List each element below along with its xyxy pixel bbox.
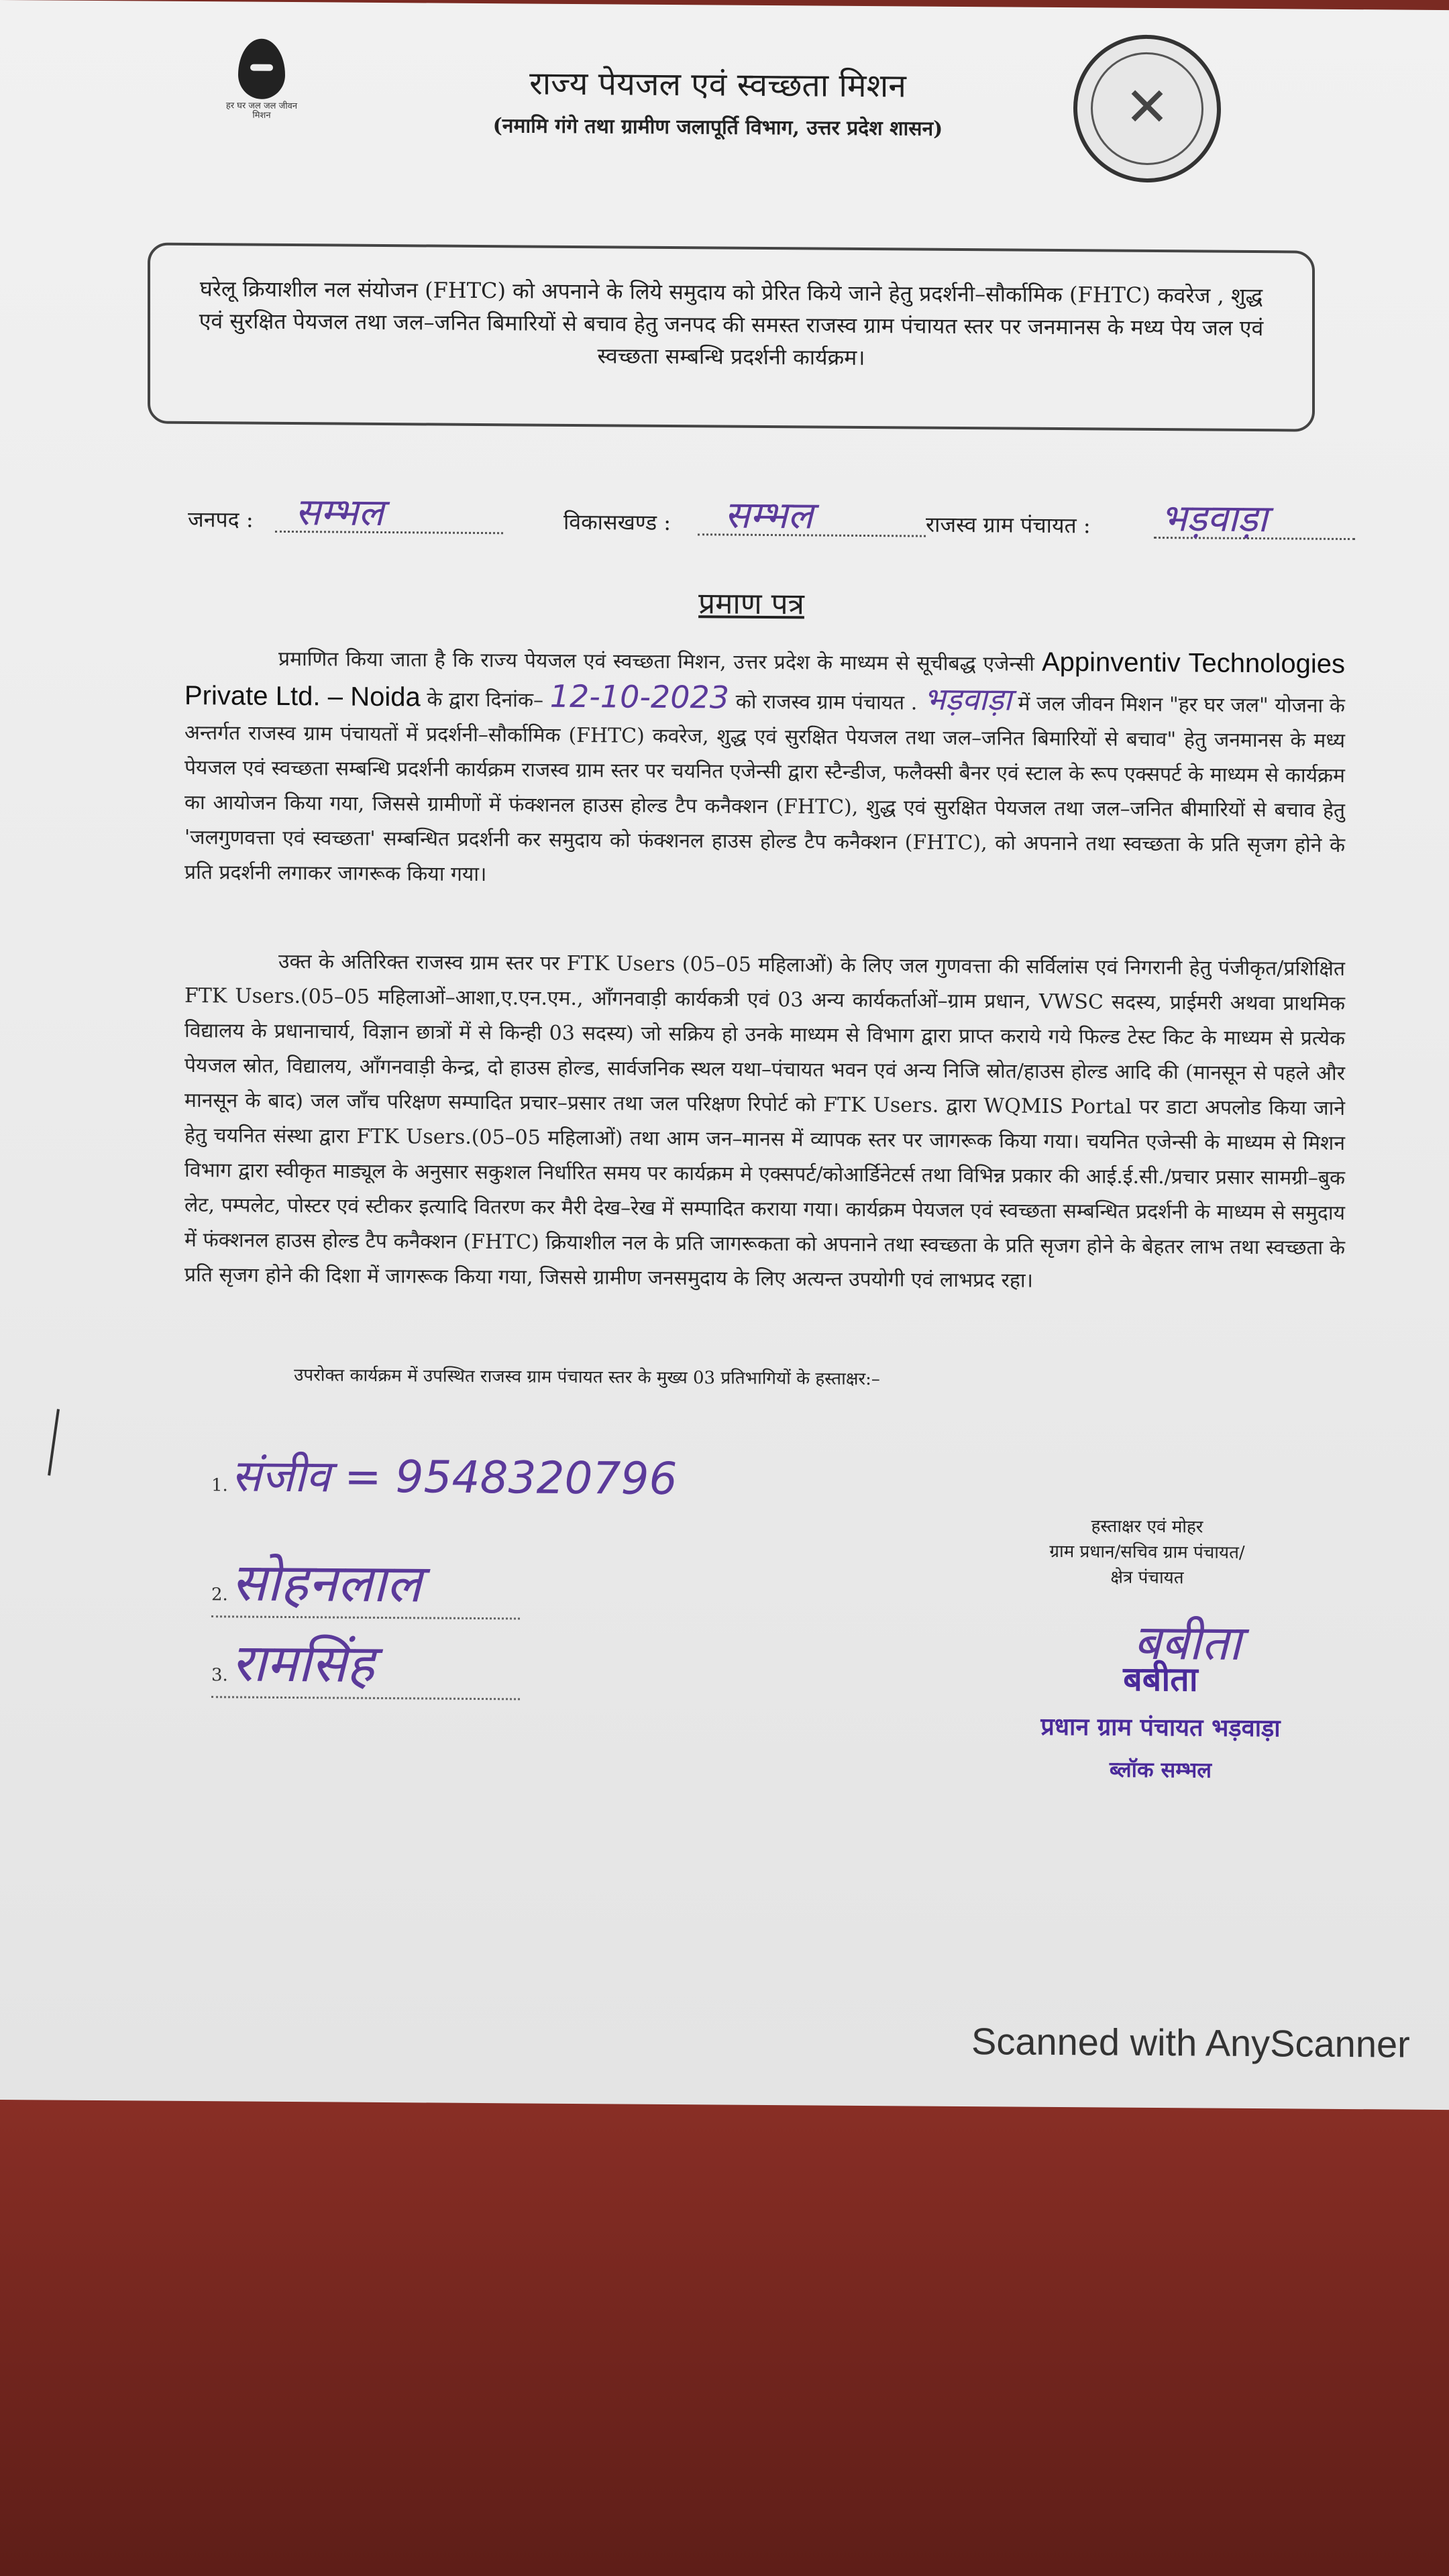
agency-name: Appinventiv Technologies Private Ltd. – Noida [184,647,1345,712]
stamp-designation: प्रधान ग्राम पंचायत भड़वाड़ा [1040,1713,1281,1743]
jal-jeevan-mission-logo [221,38,302,133]
water-drop-icon [238,38,285,99]
gram-panchayat-value: भड़वाड़ा [1161,496,1268,541]
location-fields [188,484,1368,553]
scanner-watermark: Scanned with AnyScanner [971,2020,1410,2065]
participant-1-number: 1. [211,1475,228,1496]
program-banner [148,243,1315,432]
background-floor [0,2086,1449,2576]
banner-text: घरेलू क्रियाशील नल संयोजन (FHTC) को अपनाने के लिये समुदाय को प्रेरित किये जाने हेतु प्रदर्शनी–सौर्कामिक (FHTC) कवरेज , शुद्ध एवं सुरक्षित पेयजल तथा जल–जनित बिमारियों से बचाव हेतु जनपद की समस्त राजस्व ग्राम पंचायत स्तर पर जनमानस के मध्य पेय जल एवं स्वच्छता सम्बन्धि प्रदर्शनी कार्यक्रम। [199,276,1264,371]
janpad-value: सम्भल [295,490,384,535]
gram-panchayat-label: राजस्व ग्राम पंचायत : [926,511,1091,539]
mission-title: राज्य पेयजल एवं स्वच्छता मिशन [529,64,906,105]
signature-label-2: ग्राम प्रधान/सचिव ग्राम पंचायत/ [1049,1541,1245,1563]
p1-intro: प्रमाणित किया जाता है कि राज्य पेयजल एवं स्वच्छता मिशन, उत्तर प्रदेश के माध्यम से सूचीबद्ध एजेन्सी [278,647,1035,676]
p1-date-label: के द्वारा दिनांक– [427,688,543,712]
up-government-seal-icon [1073,34,1221,183]
participant-2-signature: सोहनलाल [231,1552,422,1615]
participant-2-number: 2. [211,1585,228,1605]
program-date: 12-10-2023 [549,678,730,716]
pradhan-stamp [959,1654,1362,1785]
department-subtitle: (नमामि गंगे तथा ग्रामीण जलापूर्ति विभाग, उत्तर प्रदेश शासन) [492,114,943,141]
participant-3-number: 3. [211,1665,228,1686]
signature-label-3: क्षेत्र पंचायत [1110,1567,1184,1589]
certificate-paragraph-2: उक्त के अतिरिक्त राजस्व ग्राम स्तर पर FTK Users (05–05 महिलाओं) के लिए जल गुणवत्ता की सर्विलांस एवं निगरानी हेतु पंजीकृत/प्रशिक्षित FTK Users.(05–05 महिलाओं–आशा,ए.एन.एम., आँगनवाड़ी कार्यकत्री एवं 03 अन्य कार्यकर्ताओं–ग्राम प्रधान, VWSC सदस्य, प्राईमरी अथवा प्राथमिक विद्यालय के प्रधानाचार्य, विज्ञान छात्रों में से किन्ही 03 सदस्य) जो सक्रिय हो उनके माध्यम से विभाग द्वारा प्राप्त कराये गये फिल्ड टेस्ट किट के माध्यम से प्रत्येक पेयजल स्रोत, विद्यालय, आँगनवाड़ी केन्द्र, दो हाउस होल्ड, सार्वजनिक स्थल यथा–पंचायत भवन एवं अन्य निजि स्रोत/हाउस होल्ड आदि की (मानसून से पहले और मानसून के बाद) जल जाँच परिक्षण सम्पादित प्रचार–प्रसार तथा जल परिक्षण रिपोर्ट को FTK Users. द्वारा WQMIS Portal पर डाटा अपलोड किया जाने हेतु चयनित संस्था द्वारा FTK Users.(05–05 महिलाओं) तथा आम जन–मानस में व्यापक स्तर पर जागरूक किया गया। चयनित एजेन्सी के माध्यम से मिशन विभाग द्वारा स्वीकृत माड्यूल के अनुसार सकुशल निर्धारित समय पर कार्यक्रम मे एक्सपर्ट/कोआर्डिनेटर्स तथा विभिन्न प्रकार की आई.ई.सी./प्रचार प्रसार सामग्री–बुक लेट, पम्पलेट, पोस्टर एवं स्टीकर इत्यादि वितरण कर मैरी देख–रेख में सम्पादित कराया गया। कार्यक्रम पेयजल एवं स्वच्छता सम्बन्धित प्रदर्शनी के माध्यम से समुदाय में फंक्शनल हाउस होल्ड टैप कनैक्शन (FHTC) क्रियाशील नल के प्रति जागरूकता को अपनाने तथा स्वच्छता के प्रति सृजग होने के बेहतर लाभ तथा स्वच्छता के प्रति सृजग होने की दिशा में जागरूक किया गया, जिससे ग्रामीण जनसमुदाय के लिए अत्यन्त उपयोगी एवं लाभप्रद रहा। [184,949,1345,1293]
pradhan-handwritten-name: बबीता [1133,1613,1242,1671]
p1-body: में जल जीवन मिशन "हर घर जल" योजना के अन्तर्गत राजस्व ग्राम पंचायतों में प्रदर्शनी–सौर्कामिक (FHTC) कवरेज, शुद्ध एवं सुरक्षित पेयजल तथा जल–जनित बिमारियों से बचाव" हेतु जनमानस के मध्य पेयजल एवं स्वच्छता सम्बन्धि प्रदर्शनी कार्यक्रम राजस्व ग्राम स्तर पर चयनित एजेन्सी द्वारा स्टैन्डीज, फलैक्सी बैनर एवं स्टाल के रूप एक्सपर्ट के माध्यम से कार्यक्रम का आयोजन किया गया, जिससे ग्रामीणों में फंक्शनल हाउस होल्ड टैप कनैक्शन (FHTC), शुद्ध एवं सुरक्षित पेयजल तथा जल–जनित बीमारियों से बचाव हेतु 'जलगुणवत्ता एवं स्वच्छता' सम्बन्धित प्रदर्शनी कर समुदाय को फंक्शनल हाउस होल्ड टैप कनैक्शन (FHTC), को अपनाने तथा स्वच्छता के प्रति सृजग होने के प्रति प्रदर्शनी लगाकर जागरूक किया गया। [184,692,1345,887]
margin-mark [48,1409,65,1477]
stamp-block: ब्लॉक सम्भल [1109,1756,1212,1783]
certificate-heading: प्रमाण पत्र [698,586,804,622]
janpad-label: जनपद : [188,506,254,533]
certificate-paragraph-1 [184,639,1345,898]
participant-3 [211,1625,520,1700]
vikaskhand-value: सम्भल [724,493,813,538]
p1-gram-label: को राजस्व ग्राम पंचायत . [735,690,918,715]
participant-2 [211,1544,520,1619]
signature-block [959,1513,1335,1592]
logo-caption: हर घर जल जल जीवन मिशन [225,101,298,121]
vikaskhand-label: विकासखण्ड : [564,508,672,535]
participants-caption: उपरोक्त कार्यक्रम में उपस्थित राजस्व ग्राम पंचायत स्तर के मुख्य 03 प्रतिभागियों के हस्ताक्षर:– [294,1365,880,1390]
signature-label-1: हस्ताक्षर एवं मोहर [1091,1516,1203,1538]
participant-1 [211,1444,721,1507]
village-name: भड़वाड़ा [924,680,1012,718]
participant-3-signature: रामसिंह [231,1633,375,1695]
stamp-name: बबीता [1123,1659,1198,1699]
participant-1-signature: संजीव = 9548320796 [231,1450,678,1505]
